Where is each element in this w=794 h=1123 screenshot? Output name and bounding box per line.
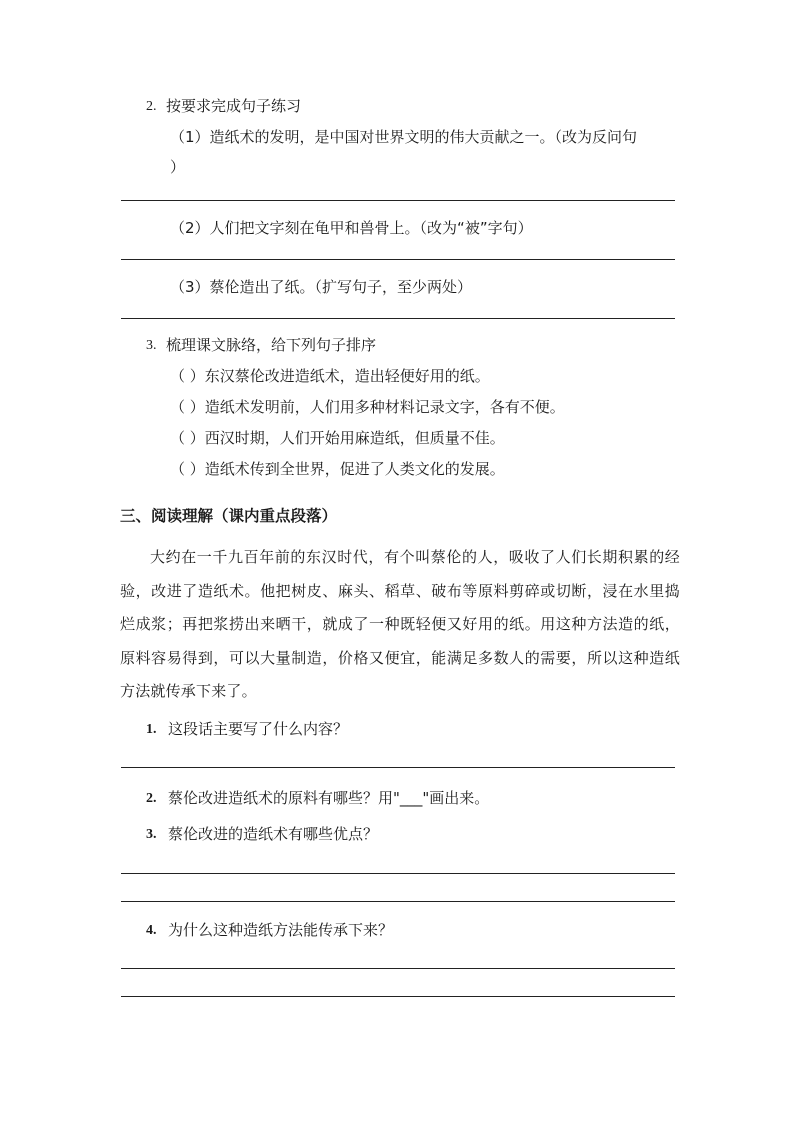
question-text: 蔡伦改进造纸术的原料有哪些？用"___"画出来。 — [168, 789, 490, 807]
question-number: 3. — [146, 827, 157, 842]
answer-line[interactable] — [121, 200, 675, 201]
question-number: 2. — [146, 791, 157, 806]
subquestion-text: （3）蔡伦造出了纸。（扩写句子，至少两处） — [170, 278, 473, 296]
answer-line[interactable] — [121, 996, 675, 997]
subquestion-text: （1）造纸术的发明，是中国对世界文明的伟大贡献之一。（改为反问句 — [170, 128, 638, 146]
order-item[interactable]: （ ）东汉蔡伦改进造纸术，造出轻便好用的纸。 — [170, 367, 490, 385]
question-text: 这段话主要写了什么内容？ — [168, 720, 349, 738]
question-number: 4. — [146, 923, 157, 938]
question-title: 按要求完成句子练习 — [166, 97, 302, 115]
reading-passage: 大约在一千九百年前的东汉时代，有个叫蔡伦的人，吸收了人们长期积累的经验，改进了造纸术。他把树皮、麻头、稻草、破布等原料剪碎或切断，浸在水里捣烂成浆；再把浆捞出来晒干，就成了一种既轻便又好用的纸。用这种方法造的纸，原料容易得到，可以大量制造，价格又便宜，能满足多数人的需要，所以这种造纸方法就传承下来了。 — [120, 548, 680, 701]
answer-line[interactable] — [121, 901, 675, 902]
answer-line[interactable] — [121, 318, 675, 319]
order-item[interactable]: （ ）西汉时期，人们开始用麻造纸，但质量不佳。 — [170, 429, 505, 447]
question-number: 2. — [146, 99, 157, 114]
answer-line[interactable] — [121, 873, 675, 874]
question-number: 3. — [146, 338, 157, 353]
section-heading: 三、阅读理解（课内重点段落） — [120, 507, 338, 525]
question-title: 梳理课文脉络，给下列句子排序 — [166, 336, 377, 354]
subquestion-text: （2）人们把文字刻在龟甲和兽骨上。（改为“被”字句） — [170, 219, 533, 237]
question-text: 为什么这种造纸方法能传承下来？ — [168, 921, 394, 939]
question-number: 1. — [146, 722, 157, 737]
order-item[interactable]: （ ）造纸术传到全世界，促进了人类文化的发展。 — [170, 460, 505, 478]
answer-line[interactable] — [121, 259, 675, 260]
subquestion-text-continued: ） — [170, 158, 186, 176]
question-text: 蔡伦改进的造纸术有哪些优点？ — [168, 825, 379, 843]
answer-line[interactable] — [121, 767, 675, 768]
order-item[interactable]: （ ）造纸术发明前，人们用多种材料记录文字，各有不便。 — [170, 398, 565, 416]
answer-line[interactable] — [121, 968, 675, 969]
